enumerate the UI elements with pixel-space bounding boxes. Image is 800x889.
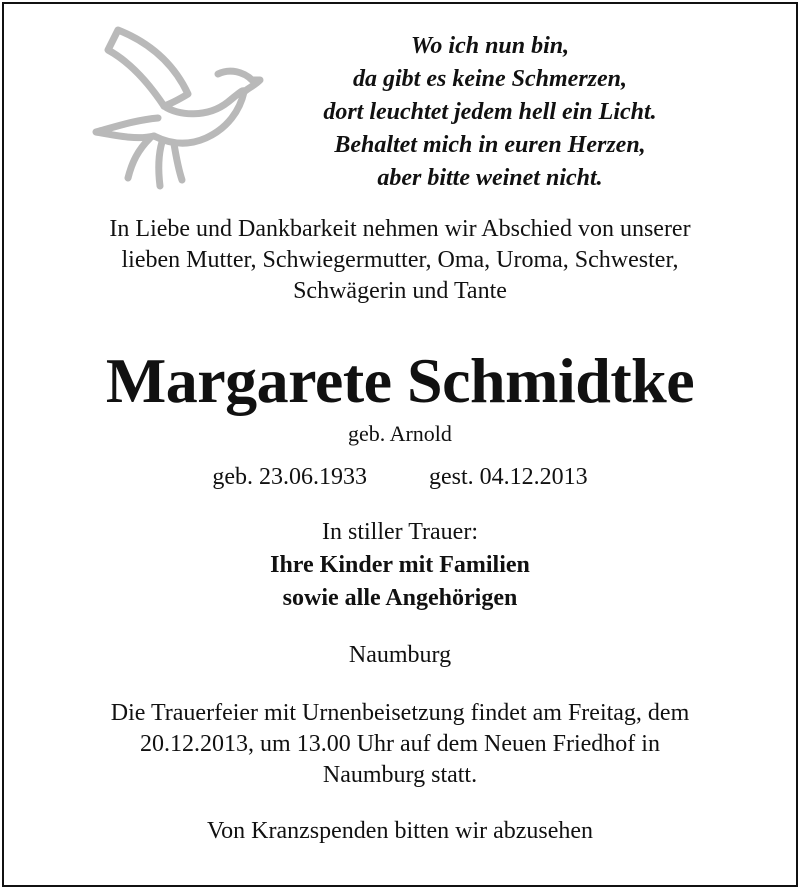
funeral-line: Naumburg statt.: [322, 762, 478, 788]
poem-line: dort leuchtet jedem hell ein Licht.: [323, 99, 657, 125]
place-name: Naumburg: [348, 642, 452, 668]
mourners-line: sowie alle Angehörigen: [282, 585, 518, 611]
maiden-name: geb. Arnold: [348, 421, 452, 446]
mourners-intro: In stiller Trauer:: [322, 519, 478, 545]
poem: [280, 30, 700, 195]
farewell-line: Schwägerin und Tante: [293, 278, 507, 304]
farewell-line: lieben Mutter, Schwiegermutter, Oma, Uroma, Schwester,: [121, 247, 679, 273]
farewell-text: [0, 214, 800, 307]
farewell-line: In Liebe und Dankbarkeit nehmen wir Abschied von unserer: [109, 216, 691, 242]
funeral-line: Die Trauerfeier mit Urnenbeisetzung findet am Freitag, dem: [110, 700, 690, 726]
death-date: gest. 04.12.2013: [428, 464, 588, 490]
life-dates: [0, 462, 800, 492]
wreath-note: Von Kranzspenden bitten wir abzusehen: [206, 818, 594, 844]
poem-line: da gibt es keine Schmerzen,: [353, 66, 627, 92]
mourners-line: Ihre Kinder mit Familien: [270, 552, 530, 578]
funeral-info: [0, 698, 800, 791]
dove-icon: [78, 22, 268, 202]
poem-line: Wo ich nun bin,: [410, 33, 570, 59]
birth-date: geb. 23.06.1933: [212, 464, 367, 490]
funeral-line: 20.12.2013, um 13.00 Uhr auf dem Neuen Friedhof in: [140, 731, 660, 757]
mourners: [0, 516, 800, 615]
poem-line: aber bitte weinet nicht.: [377, 165, 603, 191]
deceased-name: Margarete Schmidtke: [105, 345, 695, 416]
poem-line: Behaltet mich in euren Herzen,: [334, 132, 646, 158]
